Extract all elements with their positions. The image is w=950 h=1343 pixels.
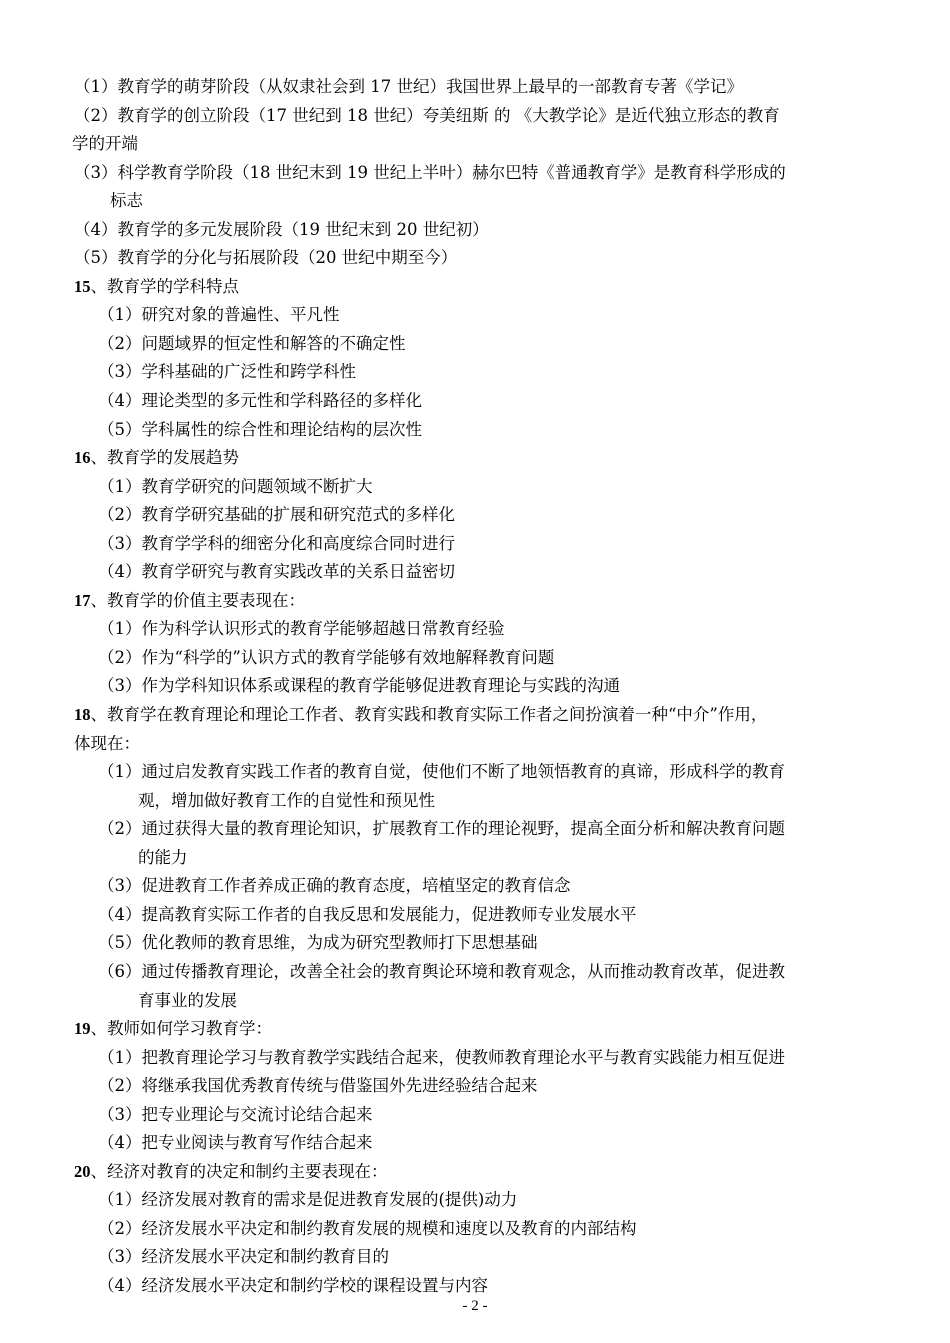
section-title: 、教育学的价值主要表现在： <box>90 590 305 610</box>
list-item: （5）学科属性的综合性和理论结构的层次性 <box>98 419 422 439</box>
section-number: 19 <box>74 1019 91 1039</box>
list-item: （2）将继承我国优秀教育传统与借鉴国外先进经验结合起来 <box>98 1076 538 1096</box>
section-number: 20 <box>74 1161 91 1181</box>
section-heading <box>74 1158 886 1187</box>
list-item: （3）作为学科知识体系或课程的教育学能够促进教育理论与实践的沟通 <box>98 676 620 696</box>
stage-line-3-cont: 标志 <box>110 191 143 211</box>
list-item: （3）经济发展水平决定和制约教育目的 <box>98 1247 389 1267</box>
list-item: （3）把专业理论与交流讨论结合起来 <box>98 1104 373 1124</box>
list-item: （3）促进教育工作者养成正确的教育态度，培植坚定的教育信念 <box>98 876 571 896</box>
list-item: （1）作为科学认识形式的教育学能够超越日常教育经验 <box>98 619 505 639</box>
stage-line-2: （2）教育学的创立阶段（17 世纪到 18 世纪）夸美纽斯 的 《大教学论》是近代独立形态的教育 <box>74 105 780 125</box>
section-title: 、教育学的学科特点 <box>90 276 239 296</box>
section-title: 、教师如何学习教育学： <box>90 1019 272 1039</box>
list-item: （4）提高教育实际工作者的自我反思和发展能力，促进教师专业发展水平 <box>98 904 637 924</box>
page-number: - 2 - <box>462 1298 488 1314</box>
section-17 <box>74 587 886 701</box>
section-18 <box>74 701 886 1015</box>
list-item: （1）经济发展对教育的需求是促进教育发展的(提供)动力 <box>98 1190 518 1210</box>
list-item-cont: 育事业的发展 <box>138 990 237 1010</box>
list-item-cont: 的能力 <box>138 847 188 867</box>
section-19 <box>74 1015 886 1158</box>
list-item: （4）把专业阅读与教育写作结合起来 <box>98 1133 373 1153</box>
section-title: 、教育学在教育理论和理论工作者、教育实践和教育实际工作者之间扮演着一种“中介”作用， <box>90 705 768 725</box>
stage-line-3: （3）科学教育学阶段（18 世纪末到 19 世纪上半叶）赫尔巴特《普通教育学》是教育科学形成的 <box>74 162 786 182</box>
stage-line-5: （5）教育学的分化与拓展阶段（20 世纪中期至今） <box>74 248 458 268</box>
list-item: （1）教育学研究的问题领域不断扩大 <box>98 476 373 496</box>
stage-line-2-cont: 学的开端 <box>72 134 138 154</box>
list-item: （2）经济发展水平决定和制约教育发展的规模和速度以及教育的内部结构 <box>98 1218 637 1238</box>
section-number: 16 <box>74 448 91 468</box>
section-heading <box>74 444 886 473</box>
list-item: （2）通过获得大量的教育理论知识，扩展教育工作的理论视野，提高全面分析和解决教育问题 <box>98 819 785 839</box>
list-item: （2）作为“科学的”认识方式的教育学能够有效地解释教育问题 <box>98 647 555 667</box>
section-16 <box>74 444 886 587</box>
section-title: 、经济对教育的决定和制约主要表现在： <box>90 1161 388 1181</box>
section-15 <box>74 273 886 444</box>
section-heading <box>74 701 886 730</box>
list-item: （1）通过启发教育实践工作者的教育自觉，使他们不断了地领悟教育的真谛，形成科学的教育 <box>98 762 785 782</box>
section-number: 18 <box>74 705 91 725</box>
document-body <box>74 73 886 1301</box>
list-item: （2）问题域界的恒定性和解答的不确定性 <box>98 333 406 353</box>
list-item: （2）教育学研究基础的扩展和研究范式的多样化 <box>98 505 455 525</box>
section-number: 15 <box>74 276 91 296</box>
education-stages-list <box>74 73 886 273</box>
list-item: （3）教育学学科的细密分化和高度综合同时进行 <box>98 533 455 553</box>
stage-line-4: （4）教育学的多元发展阶段（19 世纪末到 20 世纪初） <box>74 219 489 239</box>
section-20 <box>74 1158 886 1301</box>
section-heading <box>74 1015 886 1044</box>
list-item-cont: 观，增加做好教育工作的自觉性和预见性 <box>138 790 435 810</box>
list-item: （3）学科基础的广泛性和跨学科性 <box>98 362 356 382</box>
list-item: （4）经济发展水平决定和制约学校的课程设置与内容 <box>98 1275 488 1295</box>
sections-container <box>74 273 886 1301</box>
section-number: 17 <box>74 590 91 610</box>
list-item: （4）教育学研究与教育实践改革的关系日益密切 <box>98 562 455 582</box>
list-item: （5）优化教师的教育思维，为成为研究型教师打下思想基础 <box>98 933 538 953</box>
list-item: （4）理论类型的多元性和学科路径的多样化 <box>98 391 422 411</box>
list-item: （1）研究对象的普遍性、平凡性 <box>98 305 340 325</box>
stage-line-1: （1）教育学的萌芽阶段（从奴隶社会到 17 世纪）我国世界上最早的一部教育专著《学记》 <box>74 77 743 96</box>
list-item: （1）把教育理论学习与教育教学实践结合起来，使教师教育理论水平与教育实践能力相互促进 <box>98 1047 785 1067</box>
section-heading-cont: 体现在： <box>74 733 140 753</box>
section-heading <box>74 273 886 302</box>
section-heading <box>74 587 886 616</box>
list-item: （6）通过传播教育理论，改善全社会的教育舆论环境和教育观念，从而推动教育改革，促进教 <box>98 961 785 981</box>
section-title: 、教育学的发展趋势 <box>90 448 239 468</box>
